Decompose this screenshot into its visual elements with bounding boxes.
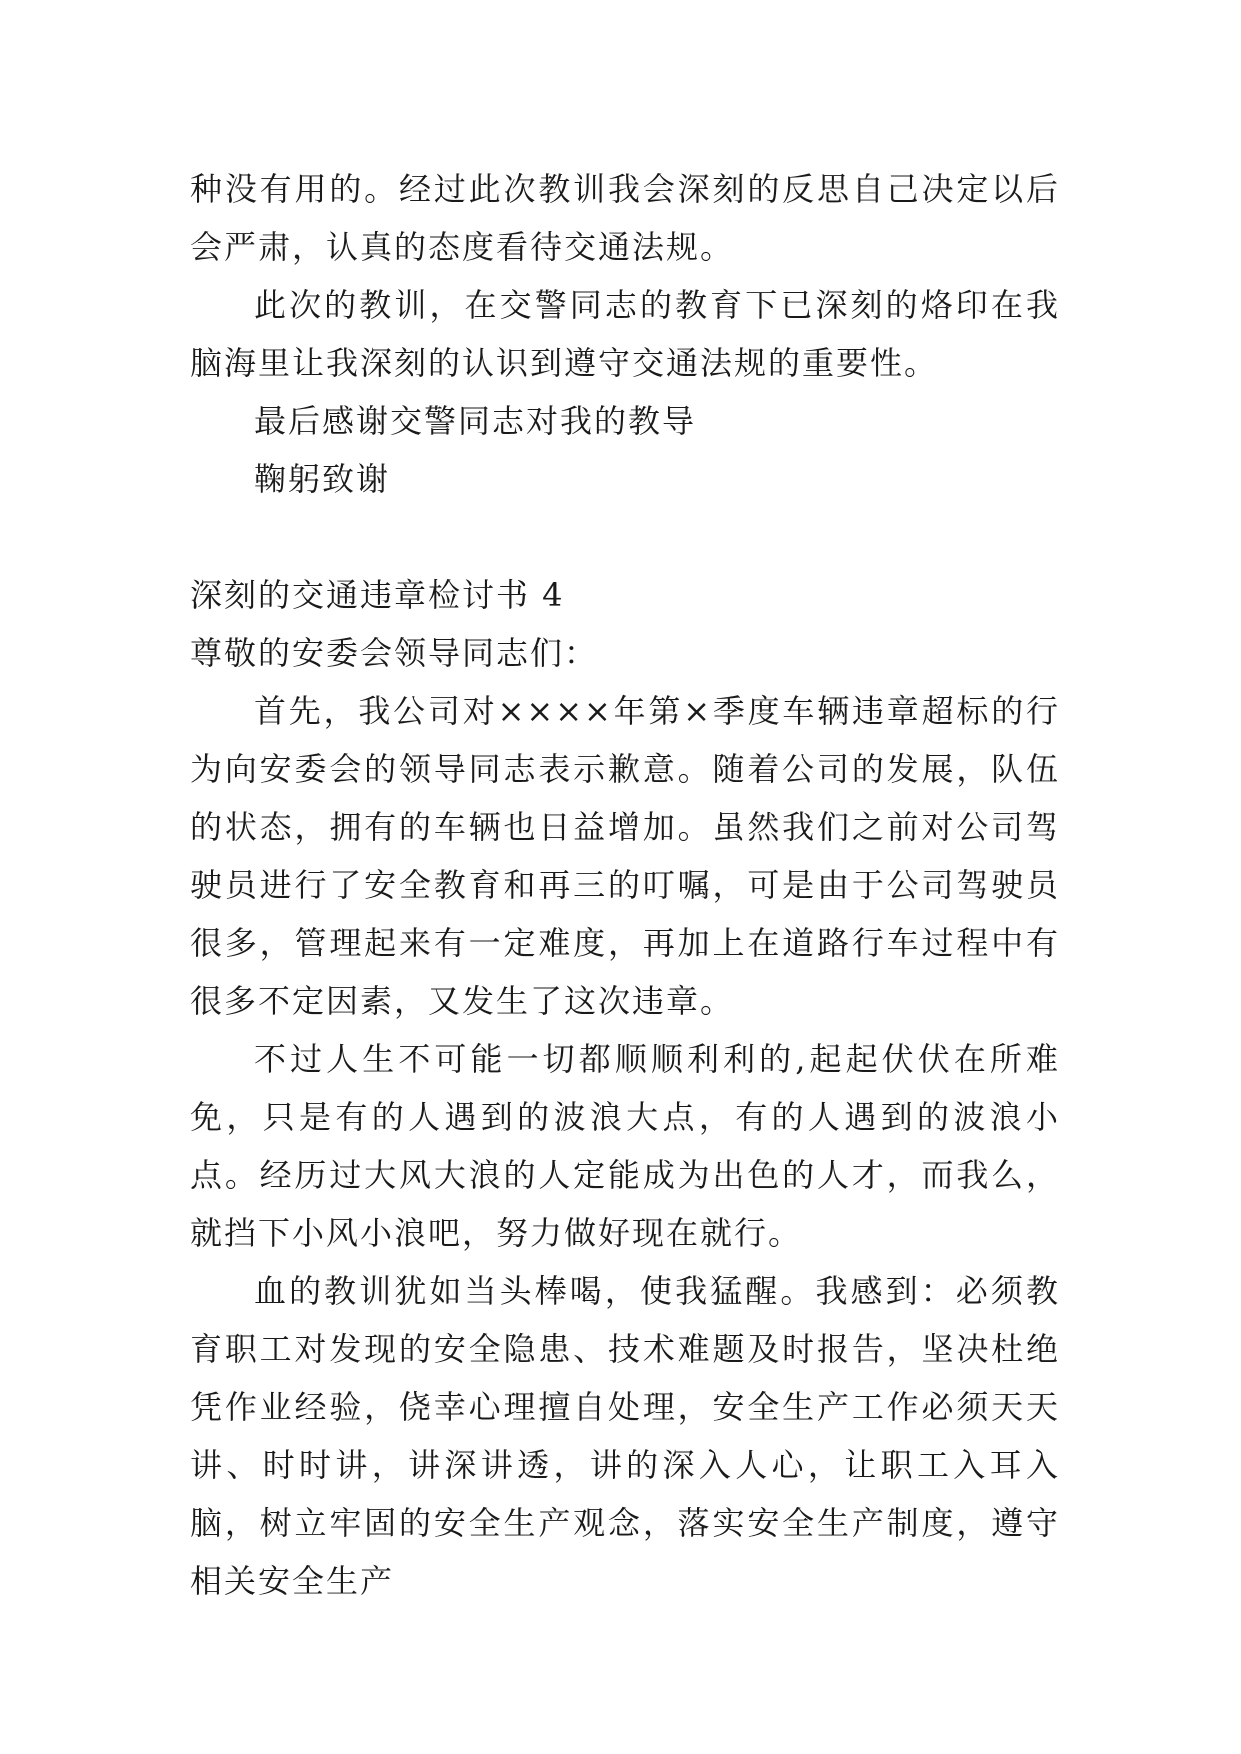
paragraph-continuation: 种没有用的。经过此次教训我会深刻的反思自己决定以后会严肃，认真的态度看待交通法规。: [190, 170, 1060, 266]
paragraph-reflection: 不过人生不可能一切都顺顺利利的,起起伏伏在所难免，只是有的人遇到的波浪大点，有的人遇到的波浪小点。经历过大风大浪的人定能成为出色的人才，而我么，就挡下小风小浪吧，努力做好现在就行。: [190, 1040, 1060, 1252]
document-page: [190, 160, 1060, 1610]
section-title: 深刻的交通违章检讨书 4: [190, 576, 565, 614]
section-spacer: [190, 508, 1060, 566]
paragraph-lesson-learned: 血的教训犹如当头棒喝，使我猛醒。我感到：必须教育职工对发现的安全隐患、技术难题及时报告，坚决杜绝凭作业经验，侥幸心理擅自处理，安全生产工作必须天天讲、时时讲，讲深讲透，讲的深入人心，让职工入耳入脑，树立牢固的安全生产观念，落实安全生产制度，遵守相关安全生产: [190, 1272, 1060, 1600]
paragraph-lesson: 此次的教训，在交警同志的教育下已深刻的烙印在我脑海里让我深刻的认识到遵守交通法规的重要性。: [190, 286, 1060, 382]
paragraph-thanks: 最后感谢交警同志对我的教导: [254, 402, 697, 440]
salutation: 尊敬的安委会领导同志们：: [190, 634, 599, 672]
paragraph-closing: 鞠躬致谢: [254, 460, 391, 498]
paragraph-apology: 首先，我公司对××××年第×季度车辆违章超标的行为向安委会的领导同志表示歉意。随着公司的发展，队伍的状态，拥有的车辆也日益增加。虽然我们之前对公司驾驶员进行了安全教育和再三的叮嘱，可是由于公司驾驶员很多，管理起来有一定难度，再加上在道路行车过程中有很多不定因素，又发生了这次违章。: [190, 692, 1060, 1020]
